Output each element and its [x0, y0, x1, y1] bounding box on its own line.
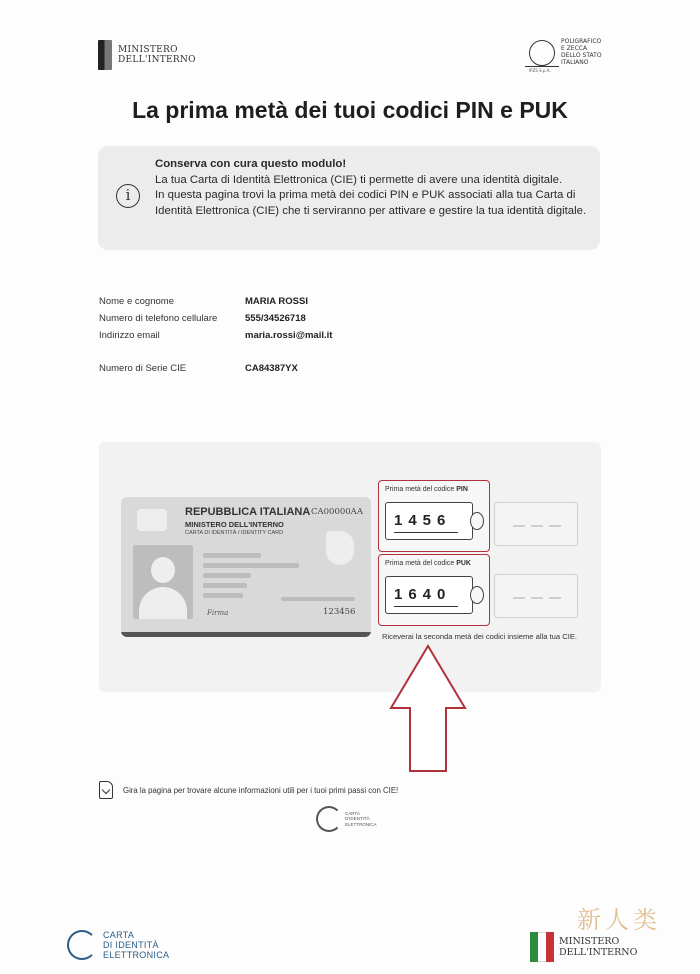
tab-notch-icon [470, 586, 484, 604]
card-number: 123456 [323, 607, 356, 617]
puk-box [378, 554, 490, 626]
ministry-emblem-icon [98, 40, 112, 70]
puk-digits: 1640 [394, 586, 452, 603]
puk-second-half-placeholder [494, 574, 578, 618]
cie-mini-logo: CARTA D'IDENTITÀ ELETTRONICA [316, 806, 377, 832]
cie-footer-logo: CARTA DI IDENTITÀ ELETTRONICA [67, 930, 169, 960]
ipzs-circle-icon [529, 40, 555, 66]
hologram-icon [326, 531, 354, 565]
notice-heading: Conserva con cura questo modulo! [155, 158, 347, 170]
detail-value: 555/34526718 [245, 313, 306, 324]
watermark: 新人类 [577, 906, 661, 934]
detail-value: MARIA ROSSI [245, 296, 308, 307]
arrow-up-icon [388, 644, 468, 774]
notice-text [155, 157, 593, 219]
ministry-footer-logo: MINISTERO DELL'INTERNO [530, 932, 637, 962]
card-illustration [99, 442, 601, 692]
ipzs-logo [525, 38, 625, 72]
detail-value: CA84387YX [245, 363, 298, 374]
pin-note: Riceverai la seconda metà dei codici insieme alla tua CIE. [382, 632, 578, 641]
page-title: La prima metà dei tuoi codici PIN e PUK [132, 97, 568, 123]
ministry-logo [98, 40, 196, 70]
pin-box [378, 480, 490, 552]
card-ministry: MINISTERO DELL'INTERNO [185, 520, 284, 529]
ipzs-small-text: IPZS S.p.A. [529, 68, 551, 73]
tab-notch-icon [470, 512, 484, 530]
notice-box [98, 146, 600, 250]
chip-icon [137, 509, 167, 531]
detail-label: Nome e cognome [99, 296, 174, 307]
card-signature: Firma [207, 609, 229, 617]
info-icon: i [116, 184, 140, 208]
notice-line-1: La tua Carta di Identità Elettronica (CIE) ti permette di avere una identità digitale. [155, 173, 563, 186]
pin-tab [385, 502, 473, 540]
pin-digits: 1456 [394, 512, 452, 529]
notice-line-2: In questa pagina trovi la prima metà dei codici PIN e PUK associati alla tua Carta di Identità Elettronica (CIE) che ti serviranno per attivare e gestire la tua identità digitale. [155, 189, 587, 217]
card-doc-type: CARTA DI IDENTITÀ / IDENTITY CARD [185, 530, 284, 536]
detail-label: Numero di Serie CIE [99, 363, 187, 374]
detail-value: maria.rossi@mail.it [245, 330, 333, 341]
detail-label: Indirizzo email [99, 330, 160, 341]
card-title: REPUBBLICA ITALIANA [185, 506, 311, 518]
puk-label: Prima metà del codice PUK [385, 560, 471, 567]
cie-logo-icon [67, 930, 97, 960]
detail-label: Numero di telefono cellulare [99, 313, 218, 324]
identity-card-image [121, 497, 371, 637]
pin-label: Prima metà del codice PIN [385, 486, 468, 493]
card-serial: CA00000AA [311, 507, 363, 517]
portrait-icon [133, 545, 193, 619]
italian-flag-icon [530, 932, 554, 962]
cie-logo-icon [316, 806, 342, 832]
ministry-logo-text: MINISTERO DELL'INTERNO [118, 45, 196, 65]
pin-second-half-placeholder [494, 502, 578, 546]
ipzs-logo-text: POLIGRAFICO E ZECCA DELLO STATO ITALIANO [561, 38, 602, 66]
turn-page-hint [99, 781, 398, 799]
page-turn-icon [99, 781, 113, 799]
puk-tab [385, 576, 473, 614]
turn-page-text: Gira la pagina per trovare alcune informazioni utili per i tuoi primi passi con CIE! [123, 785, 399, 795]
